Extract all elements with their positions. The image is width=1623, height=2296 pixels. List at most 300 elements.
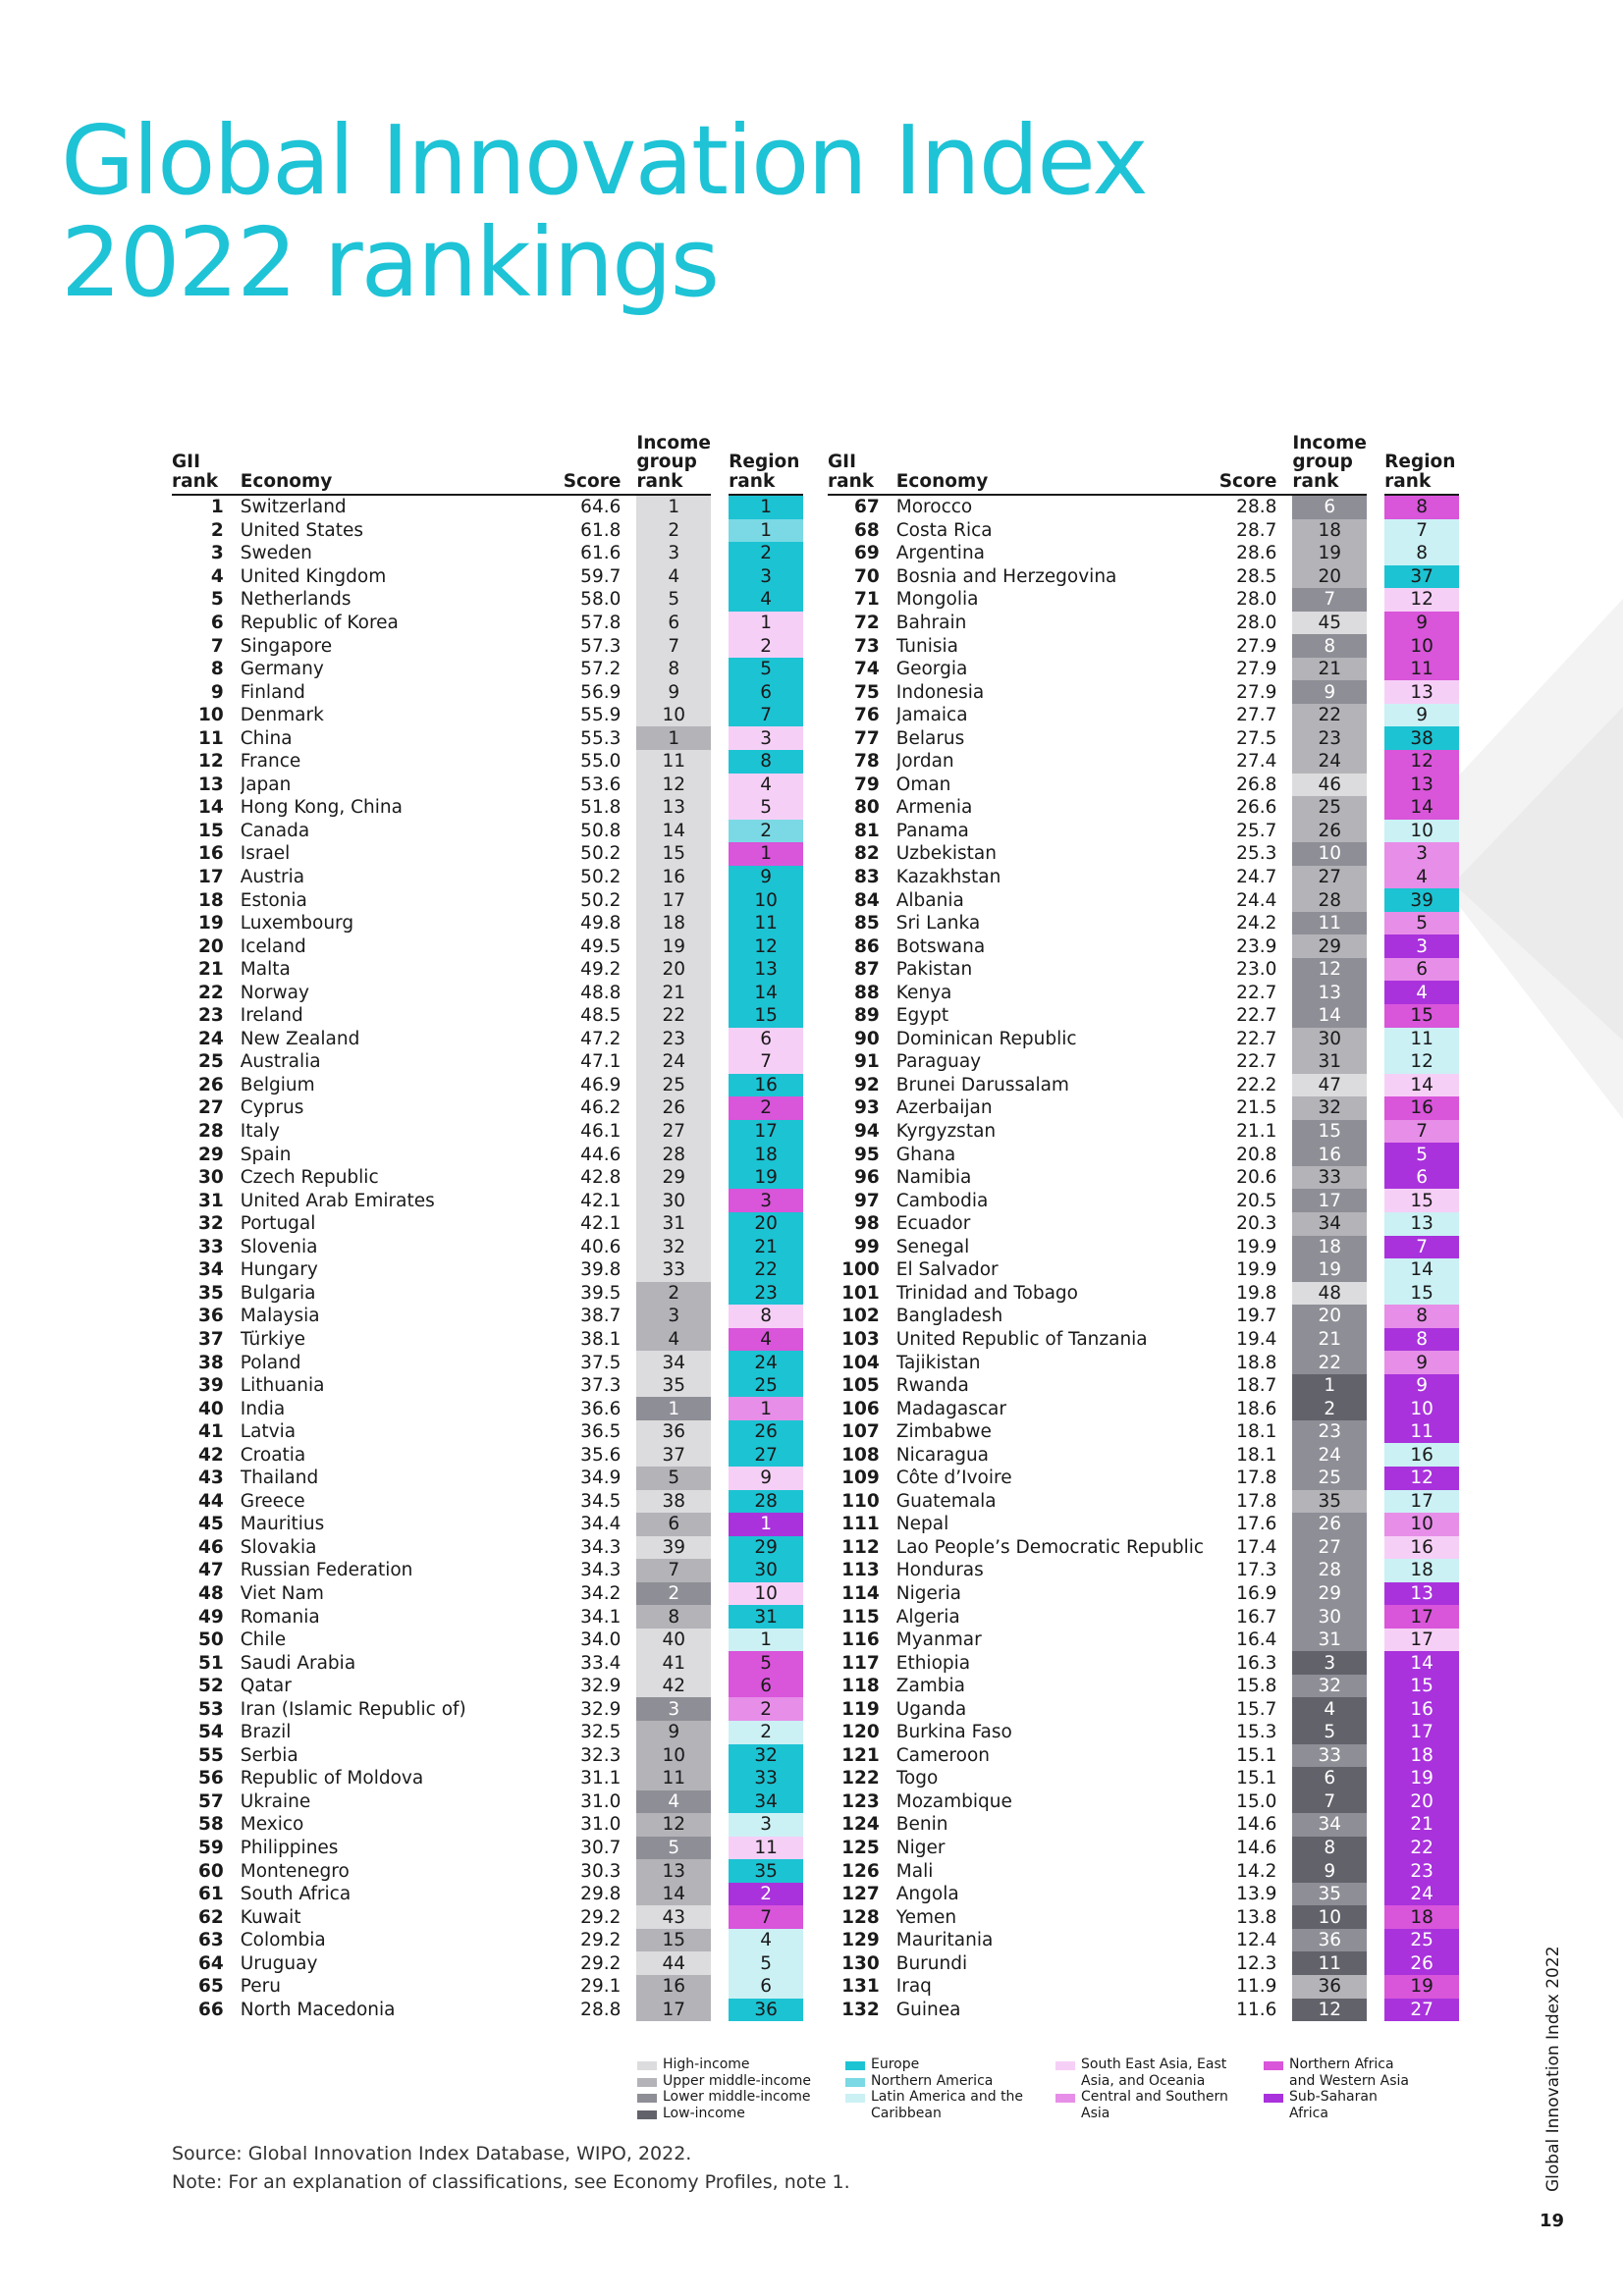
income-group-rank-cell: 22	[636, 1004, 720, 1028]
economy-cell: Mauritania	[895, 1930, 994, 1951]
table-row	[828, 1166, 1459, 1190]
gii-rank-cell: 75	[854, 681, 880, 703]
table-row	[828, 1258, 1459, 1282]
region-rank-cell: 4	[720, 1328, 803, 1352]
gii-rank-cell: 7	[210, 635, 224, 657]
economy-cell: Sweden	[240, 543, 312, 564]
income-group-rank-cell: 5	[636, 1837, 720, 1860]
income-group-rank-cell: 8	[1292, 1837, 1376, 1860]
table-row	[828, 1605, 1459, 1629]
table-row	[172, 495, 803, 519]
gii-rank-cell: 110	[841, 1490, 880, 1512]
economy-cell: Mauritius	[240, 1514, 325, 1535]
gii-rank-cell: 108	[841, 1444, 880, 1466]
income-group-rank-cell: 17	[1292, 1189, 1376, 1212]
economy-cell: Republic of Korea	[240, 613, 399, 633]
region-rank-cell: 15	[1376, 1282, 1459, 1306]
economy-cell: Botswana	[895, 935, 986, 957]
score-cell: 61.8	[580, 519, 622, 541]
economy-cell: Slovenia	[240, 1236, 318, 1257]
gii-rank-cell: 14	[198, 797, 224, 819]
region-rank-cell: 33	[720, 1767, 803, 1790]
region-rank-cell: 8	[1376, 495, 1459, 519]
gii-rank-cell: 17	[198, 867, 224, 888]
legend-swatch	[637, 2094, 657, 2103]
table-row	[172, 1675, 803, 1698]
economy-cell: Jamaica	[895, 705, 968, 726]
income-group-rank-cell: 15	[636, 1929, 720, 1952]
table-row	[172, 750, 803, 774]
economy-cell: Dominican Republic	[895, 1028, 1077, 1049]
legend-label: Central and Southern Asia	[1081, 2089, 1228, 2121]
score-cell: 27.4	[1236, 751, 1277, 773]
gii-rank-cell: 36	[198, 1306, 224, 1327]
region-rank-cell: 3	[720, 1189, 803, 1212]
income-group-rank-cell: 7	[1292, 1790, 1376, 1814]
region-rank-cell: 2	[720, 1721, 803, 1744]
score-cell: 23.0	[1236, 959, 1277, 981]
gii-rank-cell: 24	[198, 1028, 224, 1049]
gii-rank-cell: 114	[841, 1582, 880, 1604]
score-cell: 20.8	[1236, 1144, 1277, 1165]
economy-cell: Viet Nam	[240, 1582, 324, 1604]
region-rank-cell: 32	[720, 1744, 803, 1768]
score-cell: 16.9	[1236, 1582, 1277, 1604]
gii-rank-cell: 1	[210, 497, 224, 518]
table-row	[172, 1605, 803, 1629]
economy-cell: Israel	[240, 843, 291, 865]
gii-rank-cell: 21	[198, 959, 224, 981]
income-group-rank-cell: 24	[636, 1050, 720, 1074]
region-rank-cell: 7	[720, 1905, 803, 1929]
economy-cell: Zambia	[895, 1676, 966, 1697]
gii-rank-cell: 79	[854, 774, 880, 795]
table-row	[828, 1951, 1459, 1975]
economy-cell: Panama	[895, 820, 969, 841]
region-rank-cell: 23	[720, 1282, 803, 1306]
region-rank-cell: 28	[720, 1490, 803, 1514]
score-cell: 61.6	[580, 543, 622, 564]
table-row	[172, 1004, 803, 1028]
gii-rank-cell: 59	[198, 1837, 224, 1858]
income-group-rank-cell: 25	[636, 1074, 720, 1097]
table-row	[172, 680, 803, 704]
income-group-rank-cell: 35	[1292, 1883, 1376, 1906]
region-rank-cell: 3	[1376, 934, 1459, 958]
region-rank-cell: 36	[720, 1999, 803, 2022]
economy-cell: Kyrgyzstan	[895, 1121, 997, 1143]
economy-cell: Angola	[895, 1884, 959, 1905]
score-cell: 36.5	[580, 1421, 622, 1443]
table-row	[828, 680, 1459, 704]
region-rank-cell: 8	[1376, 542, 1459, 565]
income-group-rank-cell: 23	[1292, 726, 1376, 750]
gii-rank-cell: 37	[198, 1328, 224, 1350]
gii-rank-cell: 106	[841, 1398, 880, 1419]
region-rank-cell: 1	[720, 1397, 803, 1420]
gii-rank-cell: 23	[198, 1005, 224, 1027]
economy-cell: Azerbaijan	[895, 1097, 993, 1119]
region-rank-cell: 6	[720, 680, 803, 704]
economy-cell: Canada	[240, 820, 310, 841]
score-cell: 28.5	[1236, 565, 1277, 587]
region-rank-cell: 12	[1376, 750, 1459, 774]
score-cell: 16.3	[1236, 1652, 1277, 1674]
table-row	[828, 1328, 1459, 1352]
gii-rank-cell: 10	[198, 705, 224, 726]
score-cell: 15.1	[1236, 1768, 1277, 1789]
gii-rank-cell: 124	[841, 1814, 880, 1836]
region-rank-cell: 11	[720, 1837, 803, 1860]
legend-swatch	[1264, 2094, 1283, 2103]
legend-label: Lower middle-income	[663, 2089, 811, 2105]
table-row	[172, 1790, 803, 1814]
rankings-table-right	[828, 432, 1459, 2021]
economy-cell: Brunei Darussalam	[895, 1074, 1069, 1095]
gii-rank-cell: 41	[198, 1421, 224, 1443]
economy-cell: France	[240, 751, 301, 773]
score-cell: 34.5	[580, 1490, 622, 1512]
economy-cell: Burkina Faso	[895, 1722, 1012, 1743]
table-row	[172, 1883, 803, 1906]
score-cell: 15.0	[1236, 1790, 1277, 1812]
economy-cell: Spain	[240, 1144, 292, 1165]
economy-cell: United States	[240, 519, 364, 541]
table-row	[828, 934, 1459, 958]
gii-rank-cell: 62	[198, 1906, 224, 1928]
region-rank-cell: 9	[720, 866, 803, 889]
table-row	[828, 704, 1459, 727]
region-rank-cell: 7	[720, 1050, 803, 1074]
legend-swatch	[637, 2078, 657, 2087]
economy-cell: Argentina	[895, 543, 986, 564]
region-rank-cell: 8	[1376, 1328, 1459, 1352]
economy-cell: Croatia	[240, 1444, 306, 1466]
income-group-rank-cell: 41	[636, 1651, 720, 1675]
economy-cell: Hungary	[240, 1259, 318, 1281]
table-row	[828, 1813, 1459, 1837]
region-rank-cell: 6	[720, 1675, 803, 1698]
score-cell: 56.9	[580, 681, 622, 703]
economy-cell: Colombia	[240, 1930, 326, 1951]
income-group-rank-cell: 9	[636, 680, 720, 704]
gii-rank-cell: 16	[198, 843, 224, 865]
table-row	[828, 1143, 1459, 1166]
score-cell: 27.5	[1236, 727, 1277, 749]
legend-regions-1	[845, 2056, 1042, 2121]
income-group-rank-cell: 10	[636, 704, 720, 727]
score-cell: 38.7	[580, 1306, 622, 1327]
income-group-rank-cell: 14	[1292, 1004, 1376, 1028]
economy-cell: Oman	[895, 774, 951, 795]
table-row	[828, 634, 1459, 658]
gii-rank-cell: 52	[198, 1676, 224, 1697]
header-gii-rank: GII rank	[172, 452, 219, 492]
table-row	[828, 981, 1459, 1004]
income-group-rank-cell: 6	[636, 612, 720, 635]
score-cell: 29.8	[580, 1884, 622, 1905]
gii-rank-cell: 89	[854, 1005, 880, 1027]
region-rank-cell: 18	[1376, 1559, 1459, 1582]
legend-label: South East Asia, East Asia, and Oceania	[1081, 2056, 1227, 2089]
region-rank-cell: 25	[720, 1374, 803, 1398]
region-rank-cell: 13	[1376, 1582, 1459, 1606]
table-row	[828, 1028, 1459, 1051]
income-group-rank-cell: 24	[1292, 750, 1376, 774]
region-rank-cell: 3	[720, 1813, 803, 1837]
income-group-rank-cell: 18	[636, 912, 720, 935]
region-rank-cell: 11	[720, 912, 803, 935]
income-group-rank-cell: 25	[1292, 1467, 1376, 1490]
income-group-rank-cell: 8	[636, 658, 720, 681]
gii-rank-cell: 49	[198, 1606, 224, 1628]
table-row	[828, 958, 1459, 982]
economy-cell: Japan	[240, 774, 292, 795]
income-group-rank-cell: 18	[1292, 1236, 1376, 1259]
region-rank-cell: 27	[1376, 1999, 1459, 2022]
gii-rank-cell: 32	[198, 1213, 224, 1235]
header-region-rank: Region rank	[729, 452, 800, 492]
income-group-rank-cell: 12	[1292, 958, 1376, 982]
score-cell: 28.7	[1236, 519, 1277, 541]
economy-cell: United Kingdom	[240, 565, 387, 587]
legend-label: Low-income	[663, 2105, 745, 2121]
gii-rank-cell: 115	[841, 1606, 880, 1628]
legend-item	[1055, 2056, 1252, 2089]
economy-cell: Norway	[240, 982, 309, 1003]
economy-cell: Hong Kong, China	[240, 797, 403, 819]
table-row	[828, 542, 1459, 565]
gii-rank-cell: 81	[854, 820, 880, 841]
gii-rank-cell: 73	[854, 635, 880, 657]
region-rank-cell: 17	[720, 1120, 803, 1144]
income-group-rank-cell: 12	[1292, 1999, 1376, 2022]
economy-cell: Jordan	[895, 751, 954, 773]
table-row	[828, 1629, 1459, 1652]
table-row	[828, 1004, 1459, 1028]
region-rank-cell: 13	[1376, 1212, 1459, 1236]
page-number: 19	[1540, 2211, 1565, 2231]
gii-rank-cell: 132	[841, 1999, 880, 2020]
income-group-rank-cell: 3	[636, 1305, 720, 1328]
region-rank-cell: 35	[720, 1859, 803, 1883]
region-rank-cell: 34	[720, 1790, 803, 1814]
income-group-rank-cell: 35	[1292, 1490, 1376, 1514]
gii-rank-cell: 55	[198, 1744, 224, 1766]
gii-rank-cell: 77	[854, 727, 880, 749]
economy-cell: Kenya	[895, 982, 952, 1003]
economy-cell: Ecuador	[895, 1213, 971, 1235]
gii-rank-cell: 33	[198, 1236, 224, 1257]
gii-rank-cell: 26	[198, 1074, 224, 1095]
score-cell: 47.1	[580, 1051, 622, 1073]
income-group-rank-cell: 1	[636, 1397, 720, 1420]
score-cell: 14.2	[1236, 1860, 1277, 1882]
gii-rank-cell: 56	[198, 1768, 224, 1789]
table-row	[172, 1351, 803, 1374]
income-group-rank-cell: 13	[1292, 981, 1376, 1004]
score-cell: 29.1	[580, 1976, 622, 1998]
score-cell: 50.2	[580, 867, 622, 888]
income-group-rank-cell: 10	[636, 1744, 720, 1768]
table-row	[172, 1513, 803, 1536]
table-row	[828, 1536, 1459, 1560]
gii-rank-cell: 78	[854, 751, 880, 773]
region-rank-cell: 10	[720, 1582, 803, 1606]
gii-rank-cell: 71	[854, 589, 880, 611]
gii-rank-cell: 122	[841, 1768, 880, 1789]
income-group-rank-cell: 17	[636, 1999, 720, 2022]
score-cell: 15.8	[1236, 1676, 1277, 1697]
table-row	[172, 1420, 803, 1444]
economy-cell: Rwanda	[895, 1375, 969, 1397]
region-rank-cell: 16	[1376, 1443, 1459, 1467]
table-row	[172, 612, 803, 635]
score-cell: 55.9	[580, 705, 622, 726]
economy-cell: Latvia	[240, 1421, 297, 1443]
region-rank-cell: 5	[1376, 912, 1459, 935]
economy-cell: Kuwait	[240, 1906, 301, 1928]
income-group-rank-cell: 11	[1292, 912, 1376, 935]
gii-rank-cell: 2	[210, 519, 224, 541]
income-group-rank-cell: 4	[1292, 1697, 1376, 1721]
region-rank-cell: 16	[720, 1074, 803, 1097]
legend-swatch	[1264, 2061, 1283, 2070]
score-cell: 32.5	[580, 1722, 622, 1743]
table-row	[828, 1837, 1459, 1860]
region-rank-cell: 1	[720, 1629, 803, 1652]
gii-rank-cell: 51	[198, 1652, 224, 1674]
region-rank-cell: 24	[720, 1351, 803, 1374]
legend-item	[637, 2073, 843, 2090]
economy-cell: Uruguay	[240, 1952, 318, 1974]
gii-rank-cell: 42	[198, 1444, 224, 1466]
score-cell: 46.1	[580, 1121, 622, 1143]
gii-rank-cell: 113	[841, 1560, 880, 1581]
score-cell: 19.9	[1236, 1236, 1277, 1257]
economy-cell: Iran (Islamic Republic of)	[240, 1698, 466, 1720]
table-row	[828, 1189, 1459, 1212]
income-group-rank-cell: 40	[636, 1629, 720, 1652]
economy-cell: Bosnia and Herzegovina	[895, 565, 1117, 587]
income-group-rank-cell: 34	[636, 1351, 720, 1374]
economy-cell: Algeria	[895, 1606, 960, 1628]
table-row	[172, 820, 803, 843]
region-rank-cell: 10	[1376, 1513, 1459, 1536]
page-title-line-1: Global Innovation Index	[61, 105, 1147, 216]
region-rank-cell: 37	[1376, 565, 1459, 589]
score-cell: 17.8	[1236, 1468, 1277, 1489]
region-rank-cell: 3	[1376, 842, 1459, 866]
economy-cell: Serbia	[240, 1744, 298, 1766]
income-group-rank-cell: 35	[636, 1374, 720, 1398]
score-cell: 15.1	[1236, 1744, 1277, 1766]
score-cell: 47.2	[580, 1028, 622, 1049]
economy-cell: Bahrain	[895, 613, 967, 633]
income-group-rank-cell: 4	[636, 1328, 720, 1352]
region-rank-cell: 3	[720, 726, 803, 750]
table-row	[172, 1028, 803, 1051]
economy-cell: Burundi	[895, 1952, 968, 1974]
score-cell: 24.7	[1236, 867, 1277, 888]
score-cell: 38.1	[580, 1328, 622, 1350]
gii-rank-cell: 54	[198, 1722, 224, 1743]
region-rank-cell: 22	[1376, 1837, 1459, 1860]
region-rank-cell: 15	[1376, 1675, 1459, 1698]
score-cell: 24.4	[1236, 889, 1277, 911]
table-row	[172, 1837, 803, 1860]
gii-rank-cell: 97	[854, 1190, 880, 1211]
region-rank-cell: 15	[1376, 1189, 1459, 1212]
region-rank-cell: 12	[1376, 588, 1459, 612]
table-row	[828, 1975, 1459, 1999]
score-cell: 18.7	[1236, 1375, 1277, 1397]
table-row	[828, 1744, 1459, 1768]
economy-cell: Armenia	[895, 797, 973, 819]
gii-rank-cell: 50	[198, 1629, 224, 1651]
economy-cell: Ireland	[240, 1005, 303, 1027]
economy-cell: Senegal	[895, 1236, 970, 1257]
region-rank-cell: 1	[720, 842, 803, 866]
gii-rank-cell: 11	[198, 727, 224, 749]
economy-cell: United Republic of Tanzania	[895, 1328, 1148, 1350]
region-rank-cell: 13	[1376, 774, 1459, 797]
gii-rank-cell: 95	[854, 1144, 880, 1165]
header-score: Score	[1218, 470, 1277, 492]
gii-rank-cell: 67	[854, 497, 880, 518]
gii-rank-cell: 99	[854, 1236, 880, 1257]
gii-rank-cell: 120	[841, 1722, 880, 1743]
classification-note: Note: For an explanation of classifications, see Economy Profiles, note 1.	[172, 2171, 850, 2193]
income-group-rank-cell: 21	[1292, 1328, 1376, 1352]
score-cell: 14.6	[1236, 1837, 1277, 1858]
income-group-rank-cell: 5	[636, 588, 720, 612]
source-note: Source: Global Innovation Index Database, WIPO, 2022.	[172, 2143, 692, 2164]
income-group-rank-cell: 31	[1292, 1629, 1376, 1652]
income-group-rank-cell: 19	[1292, 542, 1376, 565]
economy-cell: Slovakia	[240, 1536, 317, 1558]
income-group-rank-cell: 5	[1292, 1721, 1376, 1744]
legend-item	[845, 2089, 1042, 2121]
region-rank-cell: 16	[1376, 1096, 1459, 1120]
table-row	[828, 1120, 1459, 1144]
income-group-rank-cell: 13	[636, 796, 720, 820]
economy-cell: Philippines	[240, 1837, 339, 1858]
income-group-rank-cell: 23	[636, 1028, 720, 1051]
score-cell: 28.0	[1236, 613, 1277, 633]
region-rank-cell: 6	[1376, 958, 1459, 982]
region-rank-cell: 4	[1376, 981, 1459, 1004]
score-cell: 19.8	[1236, 1282, 1277, 1304]
gii-rank-cell: 70	[854, 565, 880, 587]
income-group-rank-cell: 6	[636, 1513, 720, 1536]
score-cell: 29.2	[580, 1906, 622, 1928]
table-row	[172, 1744, 803, 1768]
region-rank-cell: 8	[1376, 1305, 1459, 1328]
income-group-rank-cell: 37	[636, 1443, 720, 1467]
legend-regions-2	[1055, 2056, 1252, 2121]
legend-label: Europe	[871, 2056, 920, 2072]
table-row	[172, 1374, 803, 1398]
gii-rank-cell: 22	[198, 982, 224, 1003]
economy-cell: Albania	[895, 889, 964, 911]
income-group-rank-cell: 2	[1292, 1397, 1376, 1420]
economy-cell: Czech Republic	[240, 1167, 379, 1189]
table-row	[172, 542, 803, 565]
gii-rank-cell: 117	[841, 1652, 880, 1674]
economy-cell: Myanmar	[895, 1629, 982, 1651]
gii-rank-cell: 13	[198, 774, 224, 795]
